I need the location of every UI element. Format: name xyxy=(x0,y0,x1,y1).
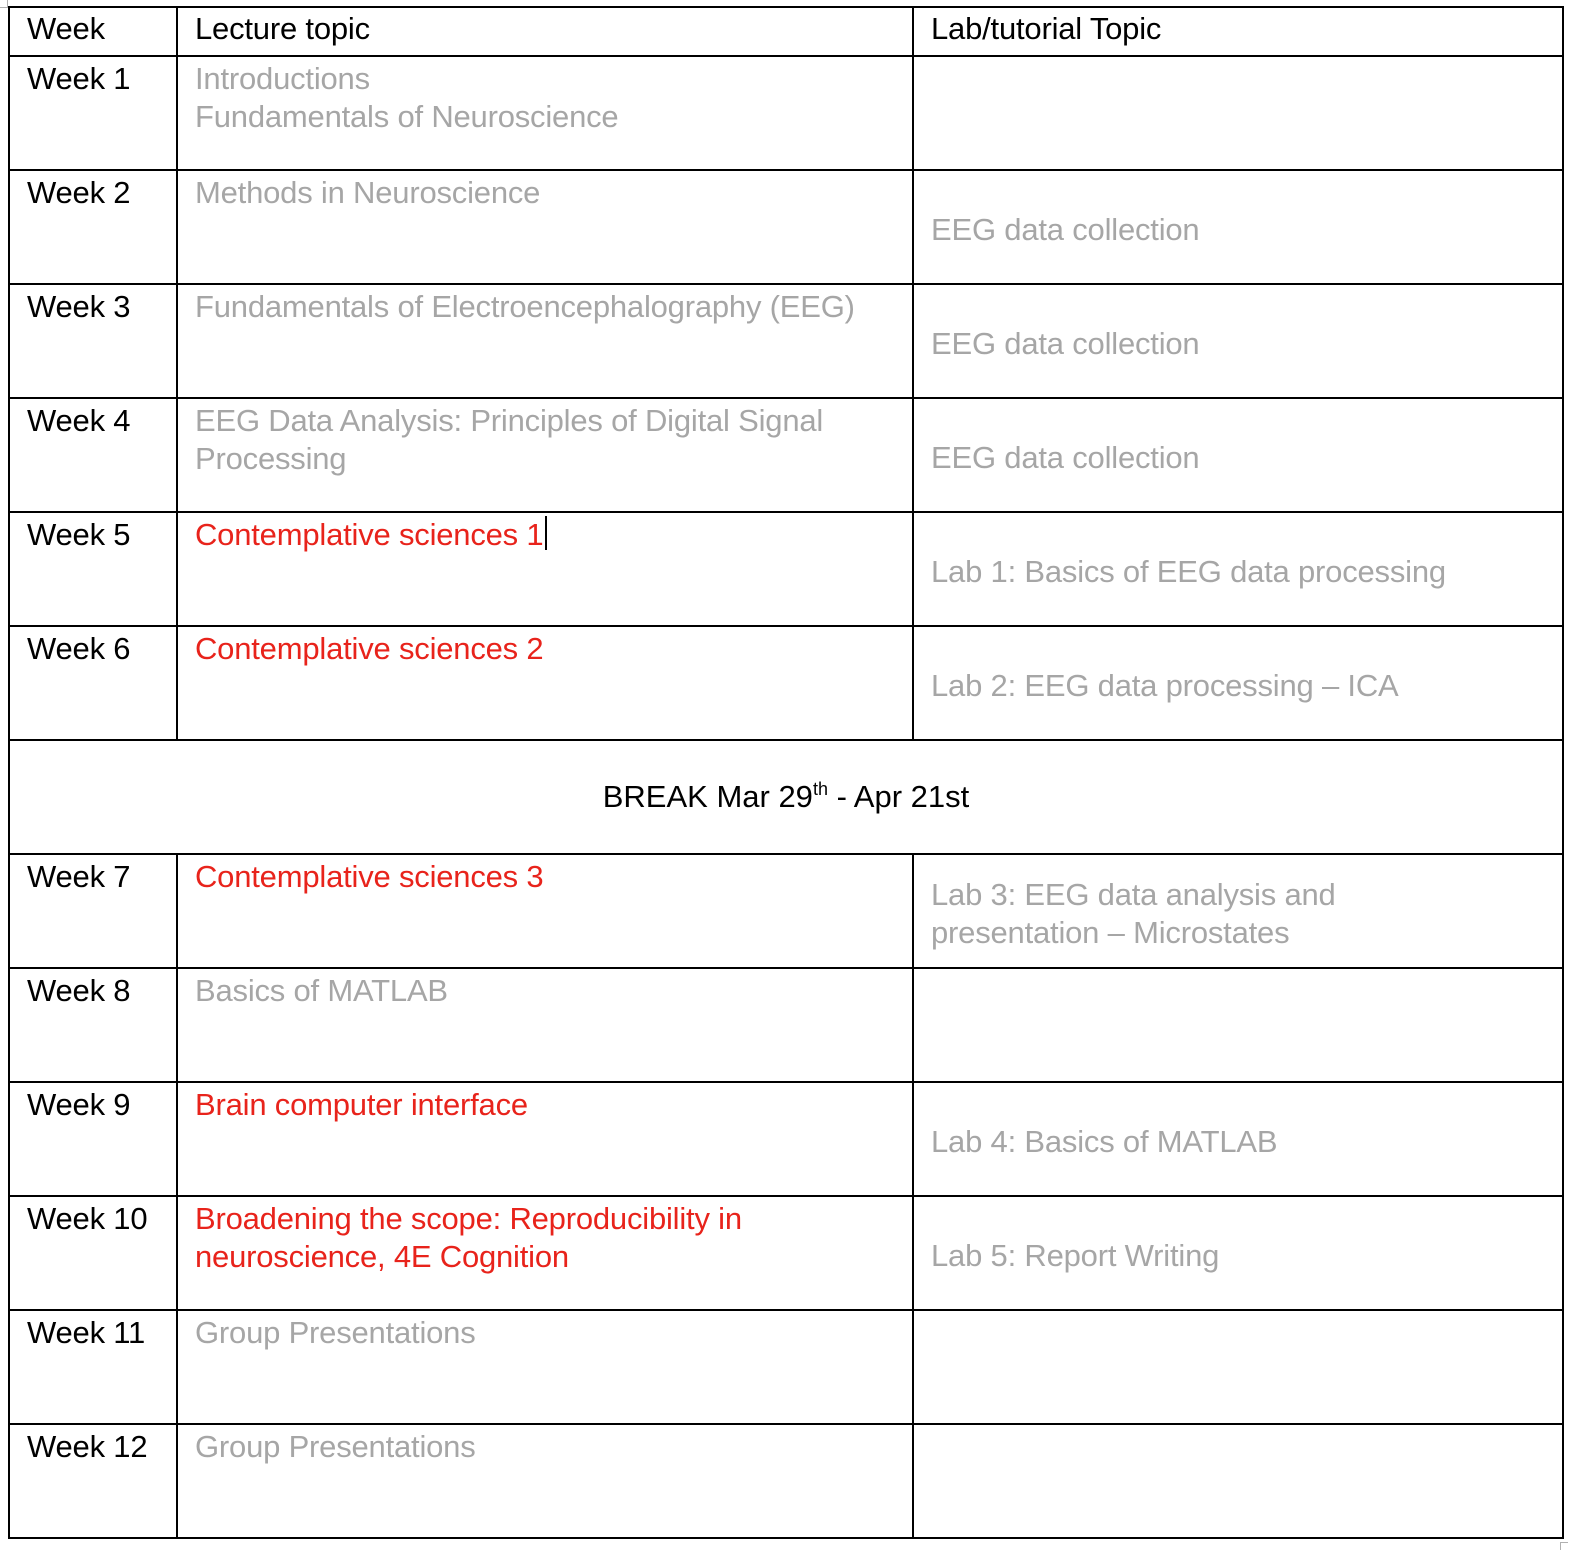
lab-topic xyxy=(914,285,1562,363)
header-row xyxy=(9,7,1563,56)
lecture-topic xyxy=(178,627,912,668)
lecture-topic xyxy=(178,1425,912,1466)
lab-topic xyxy=(914,513,1562,591)
week-cell[interactable] xyxy=(9,968,177,1082)
lab-topic-line: EEG data collection xyxy=(931,440,1200,475)
lecture-topic-cell[interactable] xyxy=(177,626,913,740)
lecture-topic-cell[interactable] xyxy=(177,968,913,1082)
lecture-topic-line: Fundamentals of Neuroscience xyxy=(195,99,619,134)
week-label: Week 6 xyxy=(27,631,131,666)
week-cell[interactable] xyxy=(9,170,177,284)
table-row xyxy=(9,398,1563,512)
week-cell[interactable] xyxy=(9,1310,177,1424)
lab-topic xyxy=(914,855,1562,952)
lab-topic xyxy=(914,627,1562,705)
table-row xyxy=(9,56,1563,170)
week-label: Week 3 xyxy=(27,289,131,324)
week-label: Week 9 xyxy=(27,1087,131,1122)
table-row xyxy=(9,854,1563,968)
lab-topic-cell[interactable] xyxy=(913,1424,1563,1538)
lecture-topic xyxy=(178,171,912,212)
table-row xyxy=(9,1196,1563,1310)
lab-topic-line: EEG data collection xyxy=(931,326,1200,361)
table-row xyxy=(9,968,1563,1082)
week-label: Week 8 xyxy=(27,973,131,1008)
lecture-topic-line: neuroscience, 4E Cognition xyxy=(195,1239,569,1274)
week-label: Week 10 xyxy=(27,1201,148,1236)
table-row xyxy=(9,1082,1563,1196)
lecture-topic xyxy=(178,1197,912,1276)
lecture-topic-cell[interactable] xyxy=(177,1424,913,1538)
text-cursor xyxy=(545,516,547,550)
lecture-topic xyxy=(178,285,912,326)
lecture-topic-line: Contemplative sciences 3 xyxy=(195,859,544,894)
lecture-topic-line: Methods in Neuroscience xyxy=(195,175,541,210)
lab-topic-cell[interactable] xyxy=(913,854,1563,968)
lecture-topic xyxy=(178,399,912,478)
table-row xyxy=(9,170,1563,284)
lab-topic-cell[interactable] xyxy=(913,626,1563,740)
header-week[interactable]: Week xyxy=(9,7,177,56)
lab-topic-line: EEG data collection xyxy=(931,212,1200,247)
break-superscript: th xyxy=(812,779,828,799)
break-cell[interactable] xyxy=(9,740,1563,854)
lecture-topic-line: Processing xyxy=(195,441,347,476)
table-row xyxy=(9,1424,1563,1538)
lab-topic-cell[interactable] xyxy=(913,56,1563,170)
lecture-topic xyxy=(178,969,912,1010)
table-row xyxy=(9,284,1563,398)
lecture-topic-line: Group Presentations xyxy=(195,1315,476,1350)
lecture-topic-cell[interactable] xyxy=(177,854,913,968)
week-label: Week 7 xyxy=(27,859,131,894)
lab-topic xyxy=(914,1083,1562,1161)
lab-topic-line: Lab 3: EEG data analysis and xyxy=(931,877,1336,912)
lecture-topic-line: Basics of MATLAB xyxy=(195,973,448,1008)
week-label: Week 12 xyxy=(27,1429,148,1464)
lab-topic-cell[interactable] xyxy=(913,284,1563,398)
break-prefix: BREAK Mar 29 xyxy=(602,779,813,814)
table-row xyxy=(9,626,1563,740)
lecture-topic-line: Brain computer interface xyxy=(195,1087,528,1122)
page-corner-mark-bottom-right xyxy=(1560,1542,1568,1550)
table-row xyxy=(9,1310,1563,1424)
lab-topic-cell[interactable] xyxy=(913,968,1563,1082)
lab-topic-line: Lab 2: EEG data processing – ICA xyxy=(931,668,1399,703)
table-row xyxy=(9,512,1563,626)
lecture-topic-cell[interactable] xyxy=(177,284,913,398)
lab-topic xyxy=(914,1197,1562,1275)
lab-topic-cell[interactable] xyxy=(913,1196,1563,1310)
lecture-topic-cell[interactable] xyxy=(177,1082,913,1196)
week-label: Week 4 xyxy=(27,403,131,438)
break-label xyxy=(603,779,970,814)
lecture-topic-cell[interactable] xyxy=(177,512,913,626)
lecture-topic xyxy=(178,855,912,896)
lecture-topic-line: Contemplative sciences 2 xyxy=(195,631,544,666)
week-cell[interactable] xyxy=(9,56,177,170)
lecture-topic-cell[interactable] xyxy=(177,56,913,170)
lecture-topic xyxy=(178,513,912,554)
lecture-topic-line: Contemplative sciences 1 xyxy=(195,517,544,552)
lab-topic-cell[interactable] xyxy=(913,170,1563,284)
lecture-topic-cell[interactable] xyxy=(177,398,913,512)
lab-topic-line: Lab 5: Report Writing xyxy=(931,1238,1220,1273)
lab-topic-cell[interactable] xyxy=(913,512,1563,626)
week-cell[interactable] xyxy=(9,284,177,398)
week-cell[interactable] xyxy=(9,512,177,626)
lab-topic xyxy=(914,171,1562,249)
week-label: Week 1 xyxy=(27,61,131,96)
lab-topic xyxy=(914,399,1562,477)
week-cell[interactable] xyxy=(9,398,177,512)
break-row xyxy=(9,740,1563,854)
lecture-topic-line: Introductions xyxy=(195,61,370,96)
lab-topic-cell[interactable] xyxy=(913,1310,1563,1424)
lab-topic-line: Lab 4: Basics of MATLAB xyxy=(931,1124,1278,1159)
week-cell[interactable] xyxy=(9,626,177,740)
lecture-topic-line: Broadening the scope: Reproducibility in xyxy=(195,1201,742,1236)
lecture-topic xyxy=(178,1311,912,1352)
week-label: Week 2 xyxy=(27,175,131,210)
lab-topic-line: presentation – Microstates xyxy=(931,915,1290,950)
lecture-topic-cell[interactable] xyxy=(177,1196,913,1310)
lab-topic-line: Lab 1: Basics of EEG data processing xyxy=(931,554,1446,589)
lecture-topic xyxy=(178,57,912,136)
week-cell[interactable] xyxy=(9,854,177,968)
lecture-topic-line: Fundamentals of Electroencephalography (EEG) xyxy=(195,289,855,324)
break-suffix: - Apr 21st xyxy=(827,779,970,814)
header-lecture-topic[interactable]: Lecture topic xyxy=(177,7,913,56)
lab-topic-cell[interactable] xyxy=(913,398,1563,512)
lecture-topic xyxy=(178,1083,912,1124)
week-label: Week 11 xyxy=(27,1315,146,1350)
page-corner-mark-top-left xyxy=(0,0,8,8)
lecture-topic-cell[interactable] xyxy=(177,170,913,284)
lecture-topic-line: EEG Data Analysis: Principles of Digital Signal xyxy=(195,403,824,438)
header-lab-topic[interactable]: Lab/tutorial Topic xyxy=(913,7,1563,56)
lab-topic-cell[interactable] xyxy=(913,1082,1563,1196)
week-cell[interactable] xyxy=(9,1424,177,1538)
week-label: Week 5 xyxy=(27,517,131,552)
week-cell[interactable] xyxy=(9,1082,177,1196)
lecture-topic-cell[interactable] xyxy=(177,1310,913,1424)
course-schedule-table xyxy=(8,6,1564,1539)
lecture-topic-line: Group Presentations xyxy=(195,1429,476,1464)
week-cell[interactable] xyxy=(9,1196,177,1310)
